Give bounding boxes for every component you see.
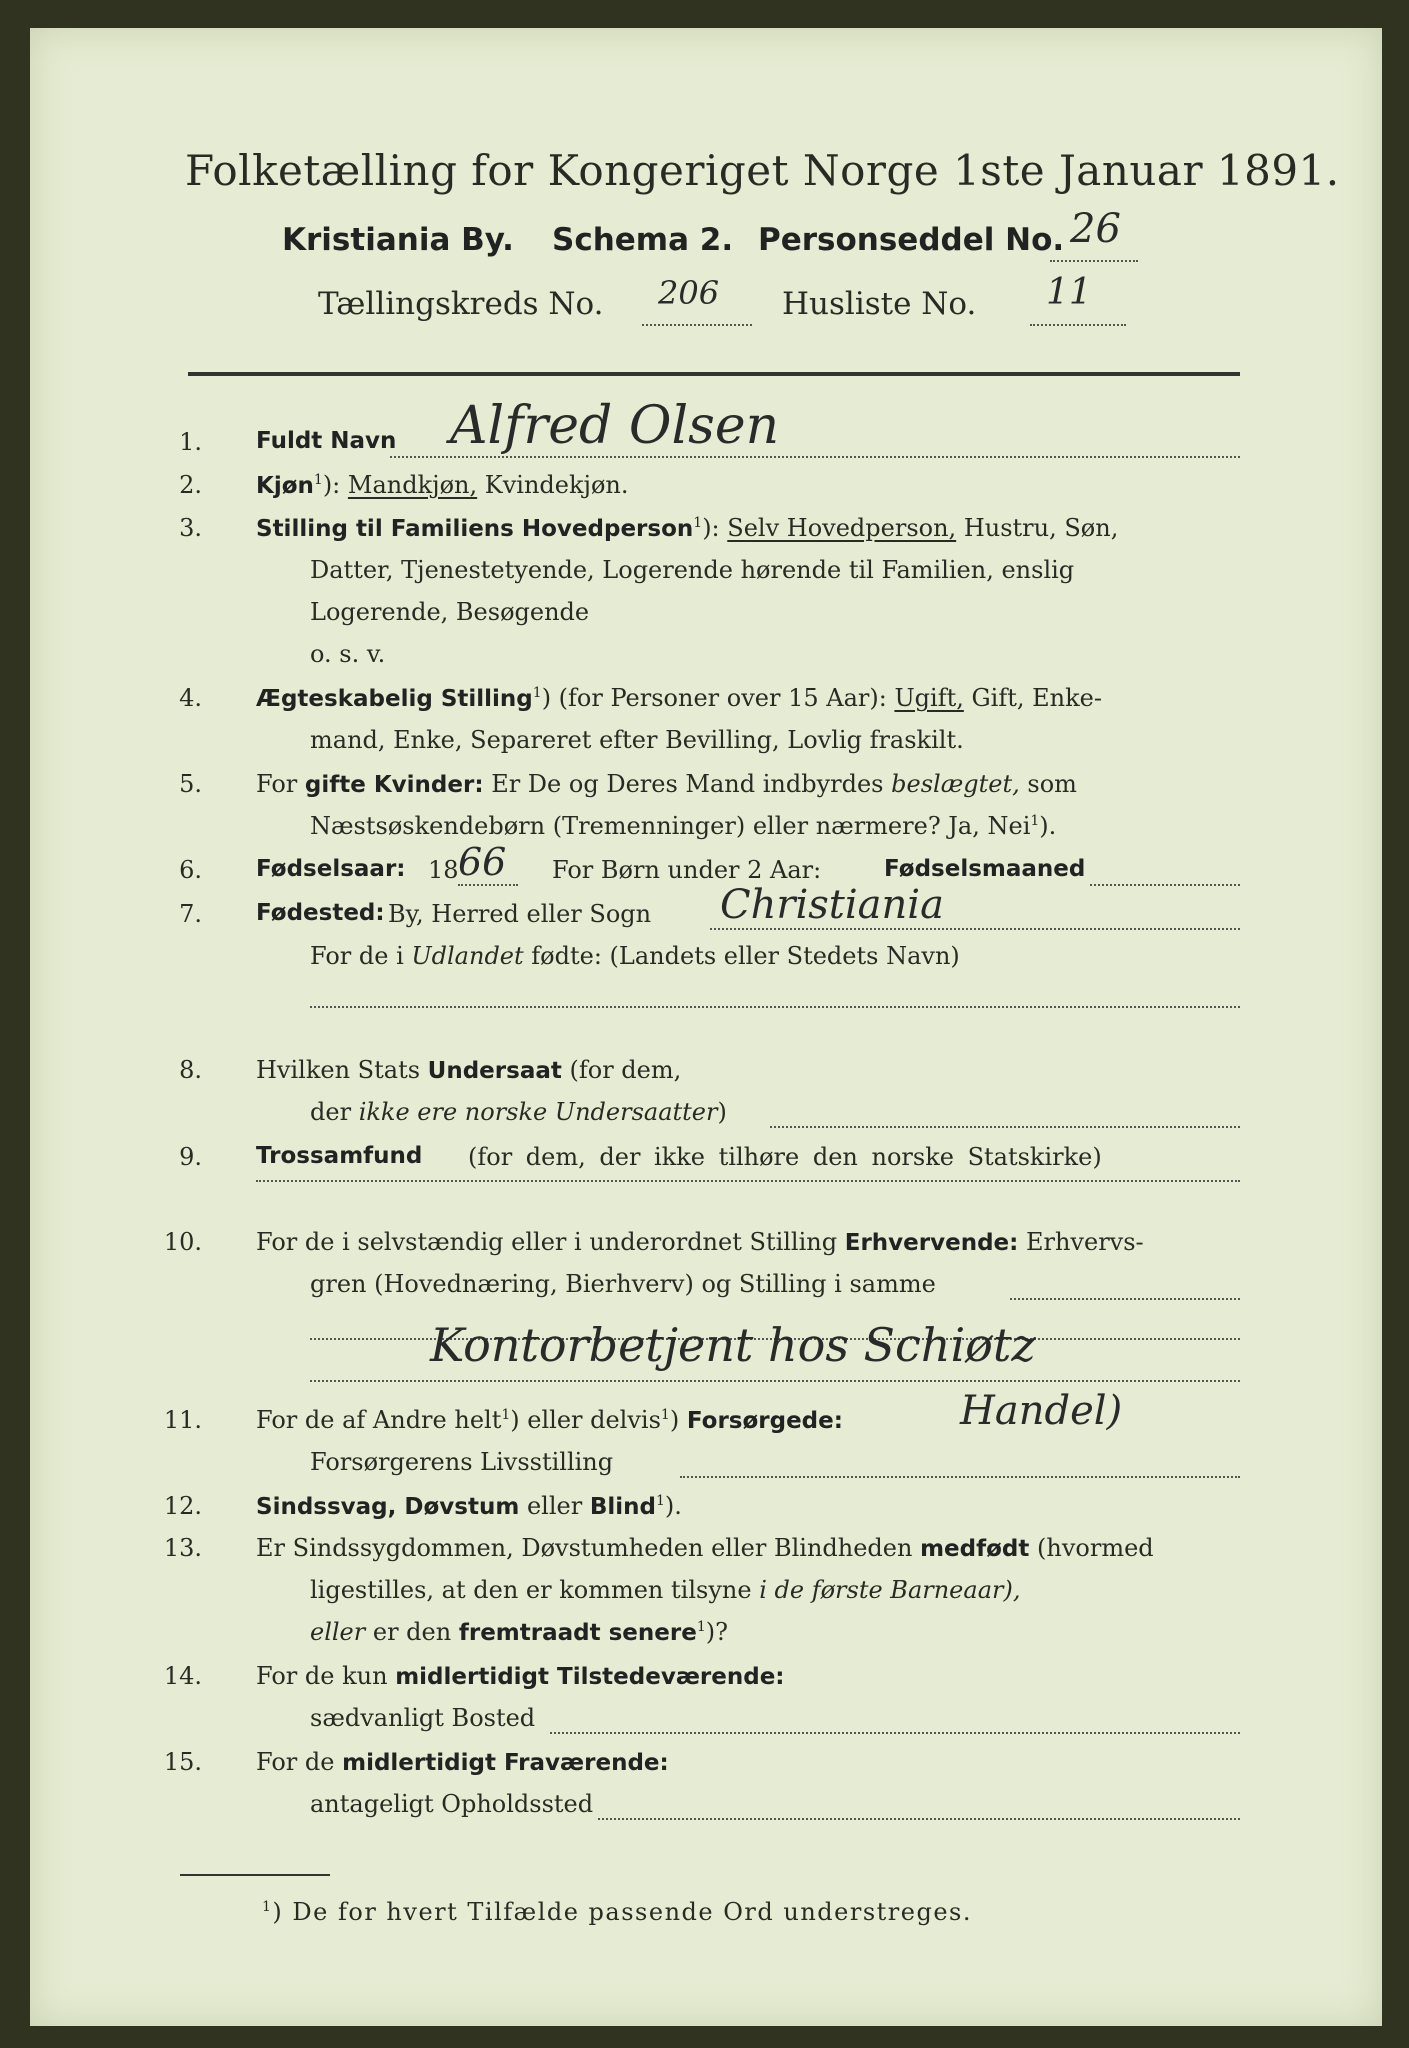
item-8-number: 8. bbox=[179, 1056, 202, 1084]
item-5-pre: For bbox=[256, 770, 298, 798]
item-15-label: midlertidigt Fraværende: bbox=[342, 1750, 669, 1776]
item-8-post: (for dem, bbox=[569, 1056, 682, 1084]
item-9-text: (for dem, der ikke tilhøre den norske Statskirke) bbox=[468, 1143, 1102, 1171]
item-12-label2: Blind bbox=[589, 1494, 656, 1520]
item-3-sup: 1 bbox=[693, 515, 703, 531]
item-4-label: Ægteskabelig Stilling bbox=[256, 686, 533, 712]
item-8-line2-italic: ikke ere norske Undersaatter bbox=[358, 1098, 718, 1126]
city-label: Kristiania By. bbox=[282, 222, 514, 258]
item-5-number: 5. bbox=[179, 770, 202, 798]
item-14-line1 bbox=[256, 1662, 785, 1690]
item-5-line1 bbox=[256, 770, 1077, 798]
item-2-sup: 1 bbox=[313, 472, 323, 488]
item-5-label: gifte Kvinder: bbox=[304, 772, 484, 798]
item-9-dots bbox=[256, 1180, 1240, 1182]
item-9-label: Trossamfund bbox=[256, 1143, 423, 1169]
item-7-line2-post: fødte: (Landets eller Stedets Navn) bbox=[531, 942, 960, 970]
item-5-sup: 1 bbox=[1030, 813, 1040, 829]
item-11-sup1: 1 bbox=[501, 1407, 511, 1423]
item-11-text: For de af Andre helt bbox=[256, 1406, 502, 1434]
item-2-line bbox=[256, 471, 629, 499]
item-6-text: For Børn under 2 Aar: bbox=[552, 856, 822, 884]
item-12-number: 12. bbox=[163, 1492, 202, 1520]
item-5-text2: som bbox=[1027, 770, 1077, 798]
item-6-year-value: 66 bbox=[458, 840, 507, 884]
kreds-dots bbox=[642, 324, 752, 326]
item-13-text: Er Sindssygdommen, Døvstumheden eller Blindheden bbox=[256, 1534, 913, 1562]
item-13-text2: (hvormed bbox=[1037, 1534, 1154, 1562]
item-11-line1 bbox=[256, 1406, 843, 1434]
item-2-number: 2. bbox=[179, 471, 202, 499]
item-15-line1 bbox=[256, 1748, 669, 1776]
item-8-dots bbox=[770, 1126, 1240, 1128]
item-4-number: 4. bbox=[179, 684, 202, 712]
item-10-occupation-value: Kontorbetjent hos Schiøtz bbox=[430, 1318, 1036, 1372]
item-3-line1 bbox=[256, 514, 1118, 542]
item-13-line2 bbox=[310, 1576, 1020, 1604]
census-form bbox=[30, 28, 1382, 2026]
personseddel-label: Personseddel No. bbox=[758, 222, 1065, 258]
header-rule bbox=[188, 372, 1240, 376]
item-7-foreign-dots bbox=[310, 1006, 1240, 1008]
husliste-dots bbox=[1030, 324, 1126, 326]
item-12-sup: 1 bbox=[655, 1493, 665, 1509]
item-4-line1 bbox=[256, 684, 1102, 712]
item-11-line2: Forsørgerens Livsstilling bbox=[310, 1448, 614, 1476]
item-11-mid: ) eller delvis bbox=[510, 1406, 661, 1434]
item-13-line3-mid: er den bbox=[372, 1618, 452, 1646]
item-13-line3 bbox=[310, 1618, 728, 1646]
item-10-text: For de i selvstændig eller i underordnet Stilling bbox=[256, 1228, 838, 1256]
item-11-end: ) bbox=[669, 1406, 680, 1434]
item-7-line2-italic: Udlandet bbox=[411, 942, 524, 970]
item-6-label2: Fødselsmaaned bbox=[884, 856, 1086, 882]
item-11-value: Handel) bbox=[960, 1388, 1123, 1434]
item-7-birthplace-value: Christiania bbox=[720, 882, 944, 928]
item-4-line2: mand, Enke, Separeret efter Bevilling, Lovlig fraskilt. bbox=[310, 726, 964, 754]
item-5-text1: Er De og Deres Mand indbyrdes bbox=[491, 770, 884, 798]
item-5-italic: beslægtet, bbox=[891, 770, 1020, 798]
item-14-label: midlertidigt Tilstedeværende: bbox=[395, 1664, 785, 1690]
item-6-month-dots bbox=[1090, 884, 1240, 886]
item-1-name-value: Alfred Olsen bbox=[450, 396, 780, 456]
form-title: Folketælling for Kongeriget Norge 1ste Januar 1891. bbox=[185, 146, 1340, 195]
item-14-pre: For de kun bbox=[256, 1662, 388, 1690]
item-13-line2-italic: i de første Barneaar), bbox=[759, 1576, 1021, 1604]
item-5-line2 bbox=[310, 812, 1056, 840]
item-2-option-kvindekjon: Kvindekjøn. bbox=[484, 471, 629, 499]
item-3-line4: o. s. v. bbox=[310, 640, 386, 668]
item-11-sup2: 1 bbox=[660, 1407, 670, 1423]
item-13-line3-italic: eller bbox=[310, 1618, 366, 1646]
item-14-line2: sædvanligt Bosted bbox=[310, 1704, 536, 1732]
item-10-line4-dots bbox=[310, 1380, 1240, 1382]
item-5-line2-text: Næstsøskendebørn (Tremenninger) eller nærmere? Ja, Nei bbox=[310, 812, 1031, 840]
item-4-pre: ) (for Personer over 15 Aar): bbox=[541, 684, 887, 712]
item-13-line3-bold: fremtraadt senere bbox=[458, 1620, 697, 1646]
item-7-dots bbox=[710, 928, 1240, 930]
item-7-number: 7. bbox=[179, 900, 202, 928]
item-3-line3: Logerende, Besøgende bbox=[310, 598, 590, 626]
item-10-line1 bbox=[256, 1228, 1144, 1256]
item-3-colon: ): bbox=[702, 514, 720, 542]
item-7-text: By, Herred eller Sogn bbox=[388, 900, 652, 928]
schema-label: Schema 2. bbox=[552, 222, 734, 258]
personseddel-number: 26 bbox=[1070, 206, 1121, 252]
item-4-option-selected: Ugift, bbox=[894, 684, 964, 712]
kreds-label: Tællingskreds No. bbox=[318, 286, 604, 322]
item-1-number: 1. bbox=[179, 428, 202, 456]
item-10-label: Erhvervende: bbox=[844, 1230, 1019, 1256]
item-14-dots bbox=[550, 1732, 1240, 1734]
item-3-number: 3. bbox=[179, 514, 202, 542]
item-13-number: 13. bbox=[163, 1534, 202, 1562]
item-10-number: 10. bbox=[163, 1228, 202, 1256]
item-3-label: Stilling til Familiens Hovedperson bbox=[256, 516, 694, 542]
item-11-dots bbox=[680, 1476, 1240, 1478]
item-11-number: 11. bbox=[163, 1406, 202, 1434]
item-8-line2 bbox=[310, 1098, 727, 1126]
footnote-rule bbox=[180, 1874, 330, 1876]
item-15-number: 15. bbox=[163, 1748, 202, 1776]
item-3-rest: Hustru, Søn, bbox=[963, 514, 1119, 542]
kreds-number: 206 bbox=[658, 274, 720, 312]
item-2-option-mandkjon: Mandkjøn, bbox=[347, 471, 478, 499]
item-4-rest: Gift, Enke- bbox=[971, 684, 1102, 712]
item-2-label: Kjøn bbox=[256, 473, 314, 499]
item-5-end: ). bbox=[1039, 812, 1057, 840]
husliste-number: 11 bbox=[1046, 272, 1092, 313]
item-13-line2-pre: ligestilles, at den er kommen tilsyne bbox=[310, 1576, 752, 1604]
item-3-line2: Datter, Tjenestetyende, Logerende hørende til Familien, enslig bbox=[310, 556, 1075, 584]
item-13-label: medfødt bbox=[920, 1536, 1030, 1562]
item-11-label: Forsørgede: bbox=[686, 1408, 843, 1434]
item-10-text2: Erhvervs- bbox=[1025, 1228, 1144, 1256]
item-2-colon: ): bbox=[322, 471, 341, 499]
item-12-line bbox=[256, 1492, 682, 1520]
item-10-line2-dots bbox=[1010, 1298, 1240, 1300]
footnote-sup: 1 bbox=[262, 1899, 273, 1915]
item-6-year-prefix: 18 bbox=[428, 856, 459, 884]
husliste-label: Husliste No. bbox=[782, 286, 977, 322]
item-8-line2-pre: der bbox=[310, 1098, 352, 1126]
item-1-label: Fuldt Navn bbox=[256, 428, 397, 454]
footnote bbox=[262, 1898, 972, 1926]
item-6-label: Fødselsaar: bbox=[256, 856, 406, 882]
item-4-sup: 1 bbox=[532, 685, 542, 701]
item-15-line2: antageligt Opholdssted bbox=[310, 1790, 594, 1818]
item-14-number: 14. bbox=[163, 1662, 202, 1690]
item-6-year-dots bbox=[458, 884, 518, 886]
item-10-line2: gren (Hovednæring, Bierhverv) og Stilling i samme bbox=[310, 1270, 936, 1298]
item-8-pre: Hvilken Stats bbox=[256, 1056, 421, 1084]
item-7-line2 bbox=[310, 942, 960, 970]
footnote-text: ) De for hvert Tilfælde passende Ord understreges. bbox=[272, 1898, 972, 1926]
item-7-label: Fødested: bbox=[256, 900, 385, 926]
item-8-label: Undersaat bbox=[427, 1058, 562, 1084]
personseddel-dots bbox=[1050, 260, 1138, 262]
item-13-sup: 1 bbox=[696, 1619, 706, 1635]
item-12-mid: eller bbox=[526, 1492, 583, 1520]
item-15-pre: For de bbox=[256, 1748, 335, 1776]
item-7-line2-pre: For de i bbox=[310, 942, 404, 970]
item-15-dots bbox=[598, 1818, 1240, 1820]
item-8-line1 bbox=[256, 1056, 681, 1084]
item-12-end: ). bbox=[664, 1492, 682, 1520]
item-3-option-selected: Selv Hovedperson, bbox=[727, 514, 957, 542]
item-9-number: 9. bbox=[179, 1143, 202, 1171]
item-8-line2-post: ) bbox=[717, 1098, 727, 1126]
item-13-line3-end: )? bbox=[705, 1618, 728, 1646]
item-6-number: 6. bbox=[179, 856, 202, 884]
item-12-label: Sindssvag, Døvstum bbox=[256, 1494, 520, 1520]
item-13-line1 bbox=[256, 1534, 1154, 1562]
item-1-dots bbox=[390, 456, 1240, 458]
